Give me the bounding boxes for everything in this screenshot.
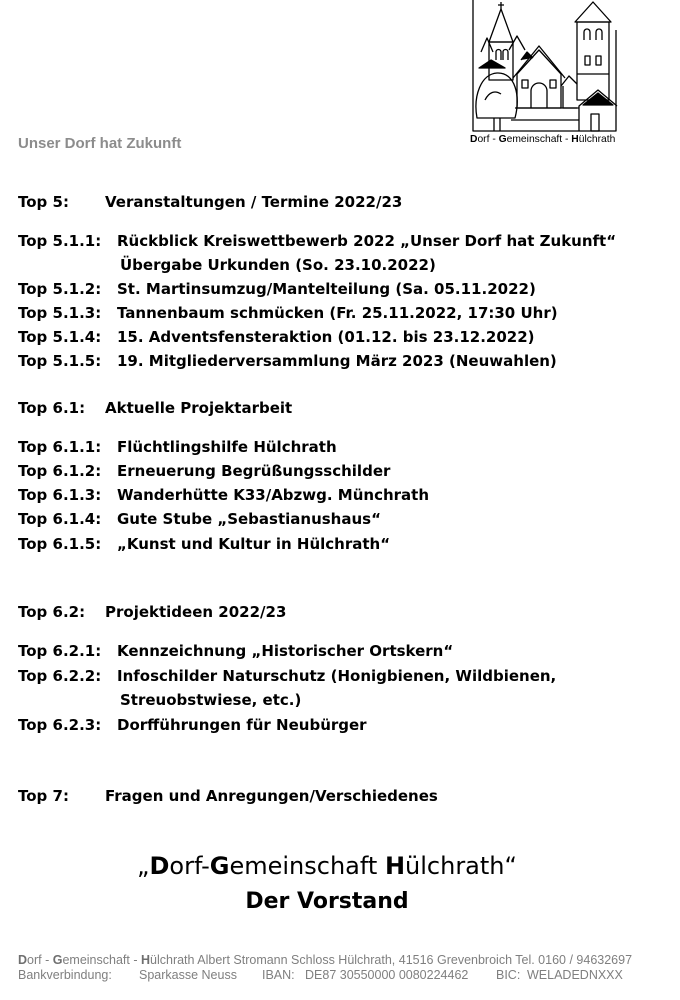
agenda-section-title: Veranstaltungen / Termine 2022/23 <box>105 193 403 211</box>
agenda-section-label: Top 6.1: <box>18 399 86 417</box>
agenda-item-text: Gute Stube „Sebastianushaus“ <box>117 510 381 528</box>
agenda-item-label: Top 6.1.3: <box>18 486 102 504</box>
agenda-section-top6-1 <box>18 399 292 417</box>
agenda-item-text: Infoschilder Naturschutz (Honigbienen, Wildbienen, <box>117 667 557 685</box>
agenda-section-top6-2 <box>18 603 286 621</box>
agenda-item-label: Top 5.1.3: <box>18 304 102 322</box>
church-tower-right <box>575 2 611 100</box>
tagline: Unser Dorf hat Zukunft <box>18 135 182 152</box>
logo-caption-initial-h: H <box>571 134 579 145</box>
footer-initial-g: G <box>52 953 63 967</box>
footer-bic: WELADEDNXXX <box>527 968 623 982</box>
agenda-item-5-1-3 <box>18 304 558 322</box>
agenda-section-title: Aktuelle Projektarbeit <box>105 399 293 417</box>
agenda-section-top5 <box>18 193 402 211</box>
agenda-section-title: Projektideen 2022/23 <box>105 603 287 621</box>
agenda-item-text: Rückblick Kreiswettbewerb 2022 „Unser Dorf hat Zukunft“ <box>117 232 617 250</box>
logo-caption <box>470 134 615 146</box>
closing-name-part: emeinschaft <box>229 852 385 880</box>
agenda-item-5-1-1-continuation: Übergabe Urkunden (So. 23.10.2022) <box>120 256 436 274</box>
agenda-item-text: Flüchtlingshilfe Hülchrath <box>117 438 337 456</box>
agenda-item-text: Dorfführungen für Neubürger <box>117 716 367 734</box>
agenda-item-5-1-5 <box>18 352 557 370</box>
footer-address-part: ülchrath Albert Stromann Schloss Hülchrath, 41516 Grevenbroich Tel. 0160 / 94632697 <box>150 953 633 967</box>
agenda-item-label: Top 5.1.4: <box>18 328 102 346</box>
footer-bank-label: Bankverbindung: <box>18 968 112 982</box>
agenda-item-6-1-3 <box>18 486 429 504</box>
agenda-item-6-2-3 <box>18 716 367 734</box>
agenda-item-label: Top 6.1.2: <box>18 462 102 480</box>
agenda-item-5-1-4 <box>18 328 535 346</box>
agenda-item-label: Top 5.1.5: <box>18 352 102 370</box>
footer-iban-label: IBAN: <box>262 968 295 982</box>
logo-caption-part: orf - <box>477 134 499 145</box>
agenda-item-label: Top 5.1.1: <box>18 232 102 250</box>
agenda-item-label: Top 6.1.1: <box>18 438 102 456</box>
footer-iban: DE87 30550000 0080224462 <box>305 968 469 982</box>
logo-caption-part: ülchrath <box>578 134 616 145</box>
footer-address <box>18 953 632 967</box>
agenda-item-label: Top 6.2.2: <box>18 667 102 685</box>
closing-name-part: ülchrath“ <box>405 852 517 880</box>
agenda-item-text: 19. Mitgliederversammlung März 2023 (Neuwahlen) <box>117 352 557 370</box>
agenda-section-label: Top 6.2: <box>18 603 86 621</box>
logo-caption-initial-g: G <box>498 134 507 145</box>
footer-bic-label: BIC: <box>496 968 521 982</box>
agenda-item-text: Erneuerung Begrüßungsschilder <box>117 462 391 480</box>
closing-name-part: orf- <box>169 852 210 880</box>
agenda-item-label: Top 6.1.5: <box>18 535 102 553</box>
ground-lines <box>511 108 579 120</box>
agenda-item-6-2-1 <box>18 642 453 660</box>
footer-address-part: orf - <box>27 953 53 967</box>
tree-left <box>476 73 517 131</box>
agenda-item-label: Top 6.2.3: <box>18 716 102 734</box>
agenda-section-label: Top 5: <box>18 193 69 211</box>
house-bottom-right <box>579 90 617 131</box>
agenda-item-6-1-1 <box>18 438 337 456</box>
agenda-item-6-1-2 <box>18 462 390 480</box>
agenda-item-6-1-5 <box>18 535 390 553</box>
agenda-section-top7 <box>18 787 438 805</box>
house-small-middle-right <box>561 76 577 108</box>
village-logo-drawing <box>471 0 619 134</box>
closing-signatory: Der Vorstand <box>245 889 409 914</box>
house-middle <box>513 46 565 108</box>
closing-name-initial-h: H <box>384 852 406 880</box>
closing-name-initial-g: G <box>209 852 230 880</box>
agenda-item-text: St. Martinsumzug/Mantelteilung (Sa. 05.11.2022) <box>117 280 536 298</box>
agenda-section-title: Fragen und Anregungen/Verschiedenes <box>105 787 438 805</box>
agenda-item-text: „Kunst und Kultur in Hülchrath“ <box>117 535 391 553</box>
agenda-item-label: Top 6.1.4: <box>18 510 102 528</box>
dark-roof-left <box>479 60 505 68</box>
closing-name-part: „ <box>137 852 150 880</box>
agenda-item-5-1-2 <box>18 280 536 298</box>
logo-caption-part: emeinschaft - <box>506 134 572 145</box>
logo-caption-initial-d: D <box>470 134 478 145</box>
agenda-item-text: Tannenbaum schmücken (Fr. 25.11.2022, 17:30 Uhr) <box>117 304 558 322</box>
footer-bank-details <box>0 968 680 982</box>
agenda-item-text: Wanderhütte K33/Abzwg. Münchrath <box>117 486 430 504</box>
footer-bank-name: Sparkasse Neuss <box>139 968 237 982</box>
agenda-item-label: Top 5.1.2: <box>18 280 102 298</box>
agenda-item-6-2-2-continuation: Streuobstwiese, etc.) <box>120 691 302 709</box>
closing-organization-name <box>0 851 654 881</box>
footer-initial-d: D <box>18 953 28 967</box>
agenda-section-label: Top 7: <box>18 787 69 805</box>
agenda-item-text: Kennzeichnung „Historischer Ortskern“ <box>117 642 454 660</box>
footer-address-part: emeinschaft - <box>62 953 141 967</box>
agenda-item-5-1-1 <box>18 232 616 250</box>
agenda-item-6-1-4 <box>18 510 381 528</box>
agenda-item-text: 15. Adventsfensteraktion (01.12. bis 23.12.2022) <box>117 328 535 346</box>
agenda-item-label: Top 6.2.1: <box>18 642 102 660</box>
closing-name-initial-d: D <box>149 852 170 880</box>
agenda-item-6-2-2 <box>18 667 556 685</box>
village-logo <box>471 0 619 134</box>
footer-initial-h: H <box>140 953 151 967</box>
